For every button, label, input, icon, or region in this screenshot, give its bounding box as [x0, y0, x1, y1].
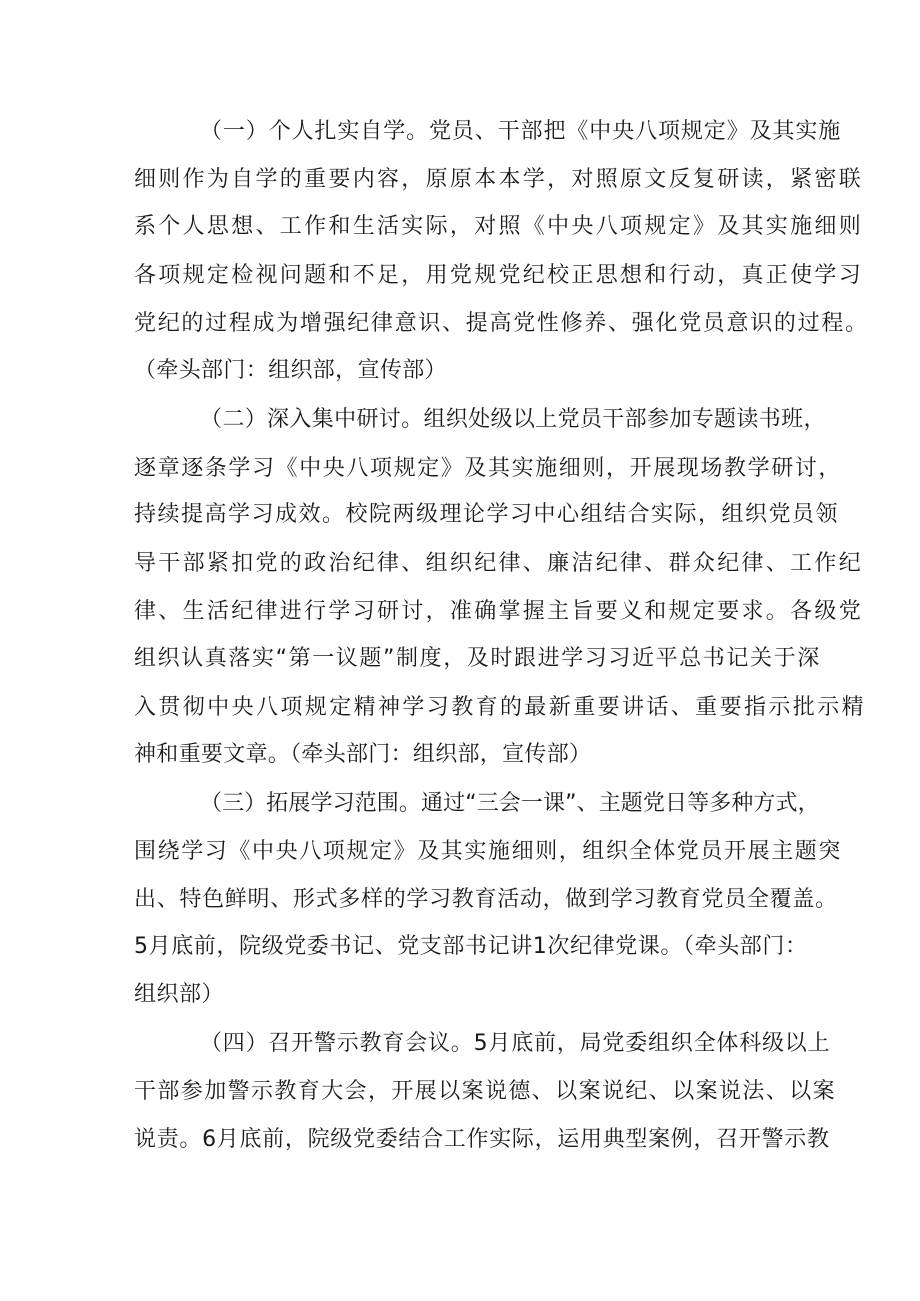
text-line: 干部参加警示教育大会，开展以案说德、以案说纪、以案说法、以案 [134, 1079, 837, 1104]
text-line: 律、生活纪律进行学习研讨，准确掌握主旨要义和规定要求。各级党 [134, 599, 864, 624]
text-line: （牵头部门：组织部，宣传部） [134, 358, 447, 383]
text-line: （三）拓展学习范围。通过“三会一课”、主题党日等多种方式， [200, 791, 820, 816]
text-line: 组织认真落实“第一议题”制度，及时跟进学习习近平总书记关于深 [134, 646, 821, 671]
text-line: 出、特色鲜明、形式多样的学习教育活动，做到学习教育党员全覆盖。 [134, 887, 838, 912]
text-line: 细则作为自学的重要内容，原原本本学，对照原文反复研读，紧密联 [134, 167, 864, 192]
text-line: 组织部） [134, 982, 225, 1007]
text-line: 持续提高学习成效。校院两级理论学习中心组结合实际，组织党员领 [134, 502, 840, 527]
text-line: 围绕学习《中央八项规定》及其实施细则，组织全体党员开展主题突 [134, 839, 843, 864]
text-line: 各项规定检视问题和不足，用党规党纪校正思想和行动，真正使学习 [134, 263, 864, 288]
text-line: 入贯彻中央八项规定精神学习教育的最新重要讲话、重要指示批示精 [134, 695, 867, 720]
text-line: （四）召开警示教育会议。5月底前，局党委组织全体科级以上 [200, 1031, 831, 1056]
text-line: 党纪的过程成为增强纪律意识、提高党性修养、强化党员意识的过程。 [134, 311, 869, 336]
text-line: （二）深入集中研讨。组织处级以上党员干部参加专题读书班， [200, 407, 826, 432]
text-line: 导干部紧扣党的政治纪律、组织纪律、廉洁纪律、群众纪律、工作纪 [134, 551, 864, 576]
text-line: 说责。6月底前，院级党委结合工作实际，运用典型案例，召开警示教 [134, 1127, 830, 1152]
text-line: 5月底前，院级党委书记、党支部书记讲1次纪律党课。（牵头部门： [134, 934, 808, 959]
text-line: 神和重要文章。（牵头部门：组织部，宣传部） [134, 742, 592, 767]
text-line: （一）个人扎实自学。党员、干部把《中央八项规定》及其实施 [200, 119, 842, 144]
text-line: 逐章逐条学习《中央八项规定》及其实施细则，开展现场教学研讨， [134, 456, 843, 481]
text-line: 系个人思想、工作和生活实际，对照《中央八项规定》及其实施细则 [134, 214, 864, 239]
